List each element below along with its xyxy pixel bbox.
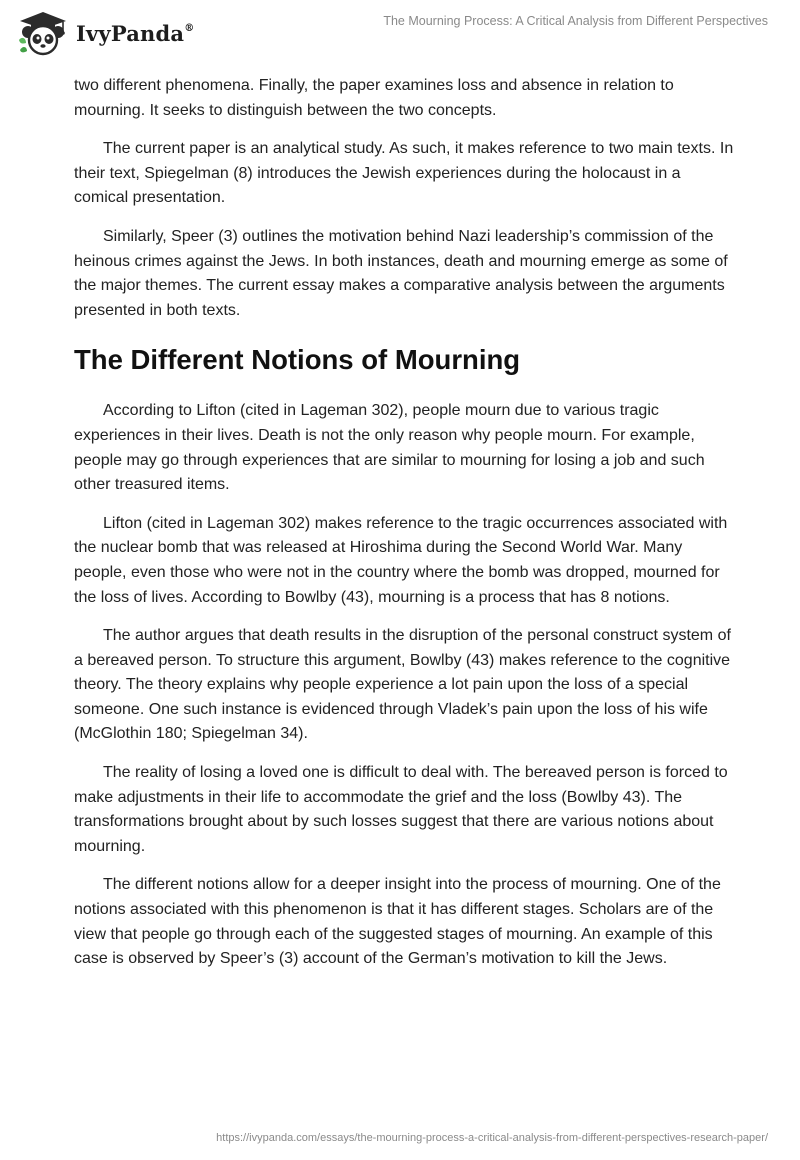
document-title: The Mourning Process: A Critical Analysis from Different Perspectives	[383, 14, 768, 28]
paragraph: The current paper is an analytical study. As such, it makes reference to two main texts. In their text, Spiegelman (8) introduces the Jewish experiences during the holocaust in a comical presentation.	[74, 140, 734, 207]
paragraph: The reality of losing a loved one is difficult to deal with. The bereaved person is forced to make adjustments in their life to accommodate the grief and the loss (Bowlby 43). The transformations brought about by such losses suggest that there are various notions about mourning.	[74, 764, 728, 855]
paragraph: The author argues that death results in the disruption of the personal construct system of a bereaved person. To structure this argument, Bowlby (43) makes reference to the cognitive theory. The theory explains why people experience a lot pain upon the loss of a special someone. One such instance is evidenced through Vladek’s pain upon the loss of his wife (McGlothin 180; Spiegelman 34).	[74, 627, 731, 743]
paragraph: The different notions allow for a deeper insight into the process of mourning. One of the notions associated with this phenomenon is that it has different stages. Scholars are of the view that people go through each of the suggested stages of mourning. An example of this case is observed by Speer’s (3) account of the German’s motivation to kill the Jews.	[74, 876, 721, 968]
panda-icon	[16, 10, 70, 56]
registered-mark: ®	[184, 22, 195, 34]
section-heading: The Different Notions of Mourning	[74, 344, 521, 376]
essay-body	[74, 74, 734, 986]
source-url[interactable]: https://ivypanda.com/essays/the-mourning-process-a-critical-analysis-from-different-perspectives-research-paper/	[216, 1132, 768, 1144]
paragraph: Similarly, Speer (3) outlines the motivation behind Nazi leadership’s commission of the heinous crimes against the Jews. In both instances, death and mourning emerge as some of the major themes. The current essay makes a comparative analysis between the arguments presented in both texts.	[74, 227, 728, 319]
page-header	[0, 0, 800, 70]
paragraph: two different phenomena. Finally, the paper examines loss and absence in relation to mourning. It seeks to distinguish between the two concepts.	[74, 77, 674, 119]
paragraph: According to Lifton (cited in Lageman 302), people mourn due to various tragic experiences in their lives. Death is not the only reason why people mourn. For example, people may go through experiences that are similar to mourning for losing a job and such other treasured items.	[74, 402, 705, 494]
ivypanda-logo[interactable]	[16, 8, 194, 58]
brand-name: IvyPanda®	[76, 20, 195, 46]
paragraph: Lifton (cited in Lageman 302) makes reference to the tragic occurrences associated with the nuclear bomb that was released at Hiroshima during the Second World War. Many people, even those who were not in the country where the bomb was dropped, mourned for the loss of lives. According to Bowlby (43), mourning is a process that has 8 notions.	[74, 514, 728, 606]
